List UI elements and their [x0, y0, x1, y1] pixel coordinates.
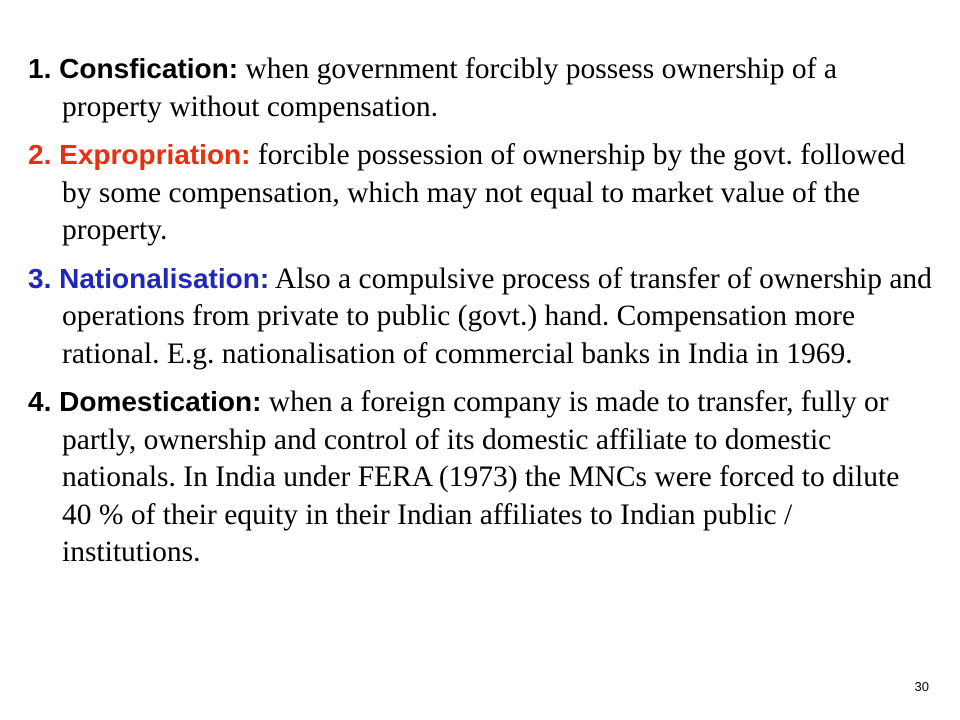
term-label: Consfication: [59, 53, 239, 84]
list-item-confiscation [28, 50, 933, 126]
item-description: forcible possession of ownership by the govt. followed by some compensation, which may not equal to market value of the property. [62, 139, 906, 246]
term-nationalisation [28, 263, 269, 294]
term-confiscation [28, 53, 238, 84]
list-item-domestication [28, 383, 933, 572]
list-item-expropriation [28, 136, 933, 250]
item-number: 1. [28, 53, 52, 84]
item-description: Also a compulsive process of transfer of ownership and operations from private to public (govt.) hand. Compensation more rational. E.g. nationalisation of commercial banks in India in 1969. [62, 262, 932, 370]
item-description: when a foreign company is made to transfer, fully or partly, ownership and control of its domestic affiliate to domestic nationals. In India under FERA (1973) the MNCs were forced to dilute 40 % of their equity in their Indian affiliates to Indian public / institutions. [62, 386, 900, 568]
page-number: 30 [914, 679, 929, 694]
term-domestication [28, 386, 261, 417]
list-item-nationalisation [28, 260, 933, 374]
item-number: 3. [28, 262, 52, 294]
item-number: 4. [28, 386, 52, 417]
term-expropriation [28, 139, 250, 170]
item-number: 2. [28, 139, 52, 170]
term-label: Nationalisation: [59, 262, 270, 294]
item-description: when government forcibly possess ownership of a property without compensation. [62, 53, 837, 123]
slide-body [28, 50, 933, 582]
term-label: Domestication: [59, 386, 262, 417]
term-label: Expropriation: [59, 139, 251, 170]
